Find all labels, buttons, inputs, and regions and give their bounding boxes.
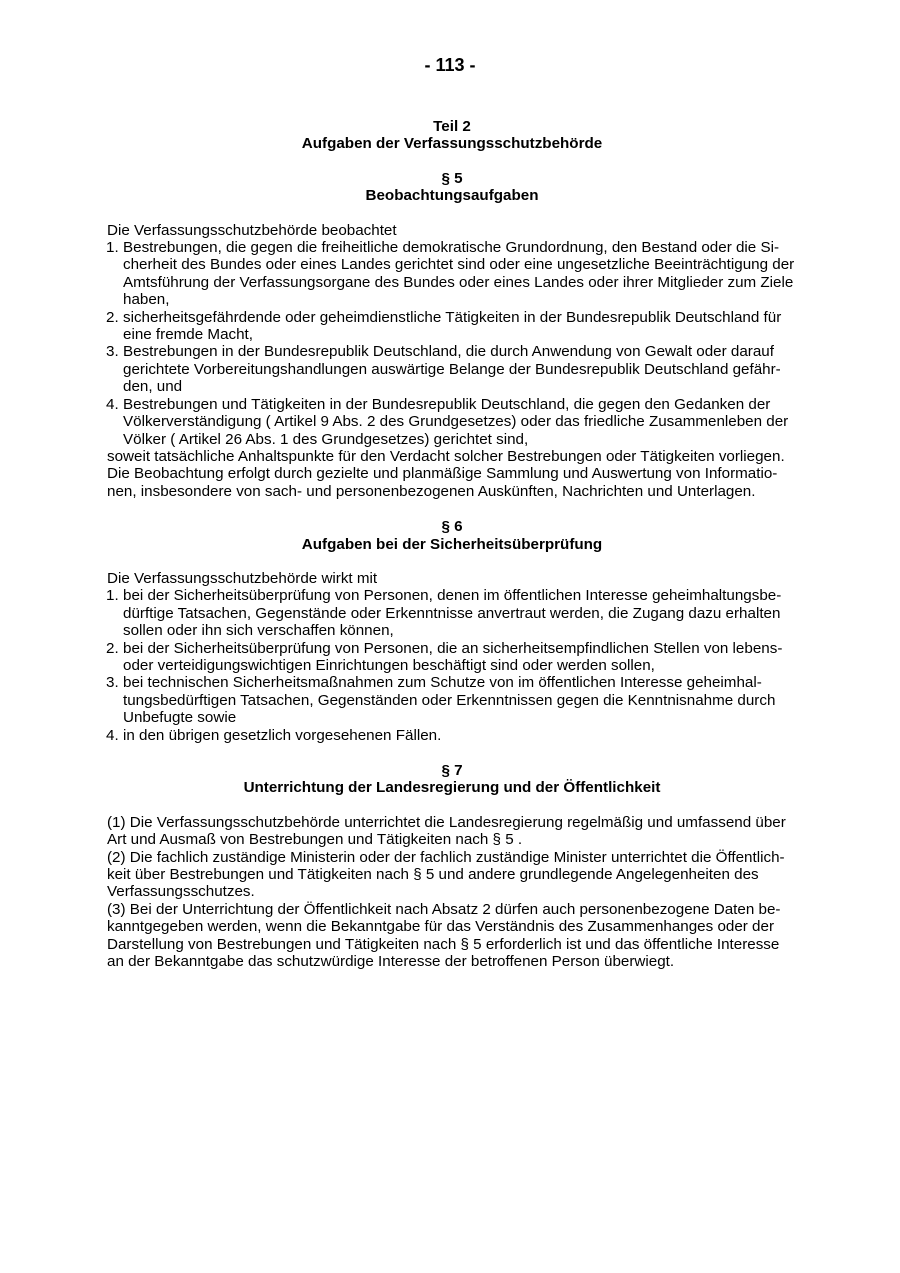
list-item-number: 3. [106,674,119,692]
paragraph [107,849,797,901]
list-item-line: sollen oder ihn sich verschaffen können, [123,622,394,640]
list-item-line: sicherheitsgefährdende oder geheimdienstliche Tätigkeiten in der Bundesrepublik Deutschland für [123,308,782,326]
paragraph [107,814,797,849]
page-number: - 113 - [424,55,476,75]
section-intro: Die Verfassungsschutzbehörde beobachtet [107,221,397,239]
list-item [107,239,797,309]
list-item-line: Völker ( Artikel 26 Abs. 1 des Grundgesetzes) gerichtet sind, [123,430,529,448]
section-5 [107,170,797,500]
paragraph-line: keit über Bestrebungen und Tätigkeiten nach § 5 und andere grundlegende Angelegenheiten des [107,866,759,884]
paragraph-line: an der Bekanntgabe das schutzwürdige Interesse der betroffenen Person überwiegt. [107,953,675,971]
list-item-line: oder verteidigungswichtigen Einrichtungen beschäftigt sind oder werden sollen, [123,656,655,674]
paragraph-line: Art und Ausmaß von Bestrebungen und Tätigkeiten nach § 5 . [107,831,523,849]
paragraph-line: kanntgegeben werden, wenn die Bekanntgabe für das Verständnis des Zusammenhanges oder der [107,918,775,936]
section-symbol: § 5 [441,169,463,187]
list-item-line: bei technischen Sicherheitsmaßnahmen zum Schutze von im öffentlichen Interesse geheimhal- [123,674,762,692]
list-item-line: cherheit des Bundes oder eines Landes gerichtet sind oder eine ungesetzliche Beeinträchtigung der [123,256,795,274]
section-symbol: § 6 [441,518,463,536]
section-intro: Die Verfassungsschutzbehörde wirkt mit [107,569,378,587]
list-item-line: Unbefugte sowie [123,709,237,727]
paragraph [107,901,797,971]
list-item [107,396,797,448]
list-item-line: Bestrebungen in der Bundesrepublik Deutschland, die durch Anwendung von Gewalt oder darauf [123,343,774,361]
list-item-number: 2. [106,639,119,657]
paragraph-line: Verfassungsschutzes. [107,883,255,901]
list-item-number: 4. [106,395,119,413]
list-item-line: Völkerverständigung ( Artikel 9 Abs. 2 des Grundgesetzes) oder das friedliche Zusammenleben der [123,413,789,431]
section-list [107,239,797,448]
section-title: Beobachtungsaufgaben [365,187,539,205]
part-subtitle: Aufgaben der Verfassungsschutzbehörde [301,135,603,153]
list-item [107,309,797,344]
list-item-line: Amtsführung der Verfassungsorgane des Bundes oder eines Landes oder ihrer Mitglieder zum Ziele [123,273,794,291]
section-6 [107,518,797,744]
document-body [107,118,797,970]
paragraph-line: (3) Bei der Unterrichtung der Öffentlichkeit nach Absatz 2 dürfen auch personenbezogene Daten be- [107,900,781,918]
paragraph-line: Darstellung von Bestrebungen und Tätigkeiten nach § 5 erforderlich ist und das öffentliche Interesse [107,935,780,953]
list-item-number: 4. [106,726,119,744]
section-title: Unterrichtung der Landesregierung und der Öffentlichkeit [243,779,661,797]
list-item-line: tungsbedürftigen Tatsachen, Gegenständen oder Erkenntnissen gegen die Kenntnisnahme durch [123,691,776,709]
list-item-number: 1. [106,587,119,605]
section-outro-line: soweit tatsächliche Anhaltspunkte für den Verdacht solcher Bestrebungen oder Tätigkeiten vorliegen. [107,447,785,465]
paragraph-line: (1) Die Verfassungsschutzbehörde unterrichtet die Landesregierung regelmäßig und umfassend über [107,813,786,831]
list-item [107,587,797,639]
list-item-number: 3. [106,343,119,361]
section-outro-line: Die Beobachtung erfolgt durch gezielte und planmäßige Sammlung und Auswertung von Informatio- [107,465,778,483]
list-item-line: dürftige Tatsachen, Gegenstände oder Erkenntnisse anvertraut werden, die Zugang dazu erhalten [123,604,781,622]
section-title: Aufgaben bei der Sicherheitsüberprüfung [301,535,603,553]
paragraph-line: (2) Die fachlich zuständige Ministerin oder der fachlich zuständige Minister unterrichtet die Öffentlich- [107,848,785,866]
list-item-line: bei der Sicherheitsüberprüfung von Personen, die an sicherheitsempfindlichen Stellen von lebens- [123,639,783,657]
list-item [107,674,797,726]
list-item-line: den, und [123,378,183,396]
list-item-line: bei der Sicherheitsüberprüfung von Personen, denen im öffentlichen Interesse geheimhaltungsbe- [123,587,782,605]
list-item [107,343,797,395]
part-title: Teil 2 [433,118,471,135]
list-item-line: gerichtete Vorbereitungshandlungen auswärtige Belange der Bundesrepublik Deutschland gefähr- [123,360,781,378]
list-item [107,640,797,675]
list-item-line: Bestrebungen, die gegen die freiheitliche demokratische Grundordnung, den Bestand oder die Si- [123,239,780,257]
section-symbol: § 7 [441,762,463,779]
list-item-line: in den übrigen gesetzlich vorgesehenen Fällen. [123,726,442,744]
list-item [107,727,797,744]
list-item-number: 1. [106,239,119,257]
section-list [107,587,797,744]
list-item-line: haben, [123,291,170,309]
list-item-line: Bestrebungen und Tätigkeiten in der Bundesrepublik Deutschland, die gegen den Gedanken der [123,395,771,413]
list-item-line: eine fremde Macht, [123,326,253,344]
section-7 [107,762,797,970]
list-item-number: 2. [106,308,119,326]
section-outro-line: nen, insbesondere von sach- und personenbezogenen Auskünften, Nachrichten und Unterlagen. [107,482,756,500]
